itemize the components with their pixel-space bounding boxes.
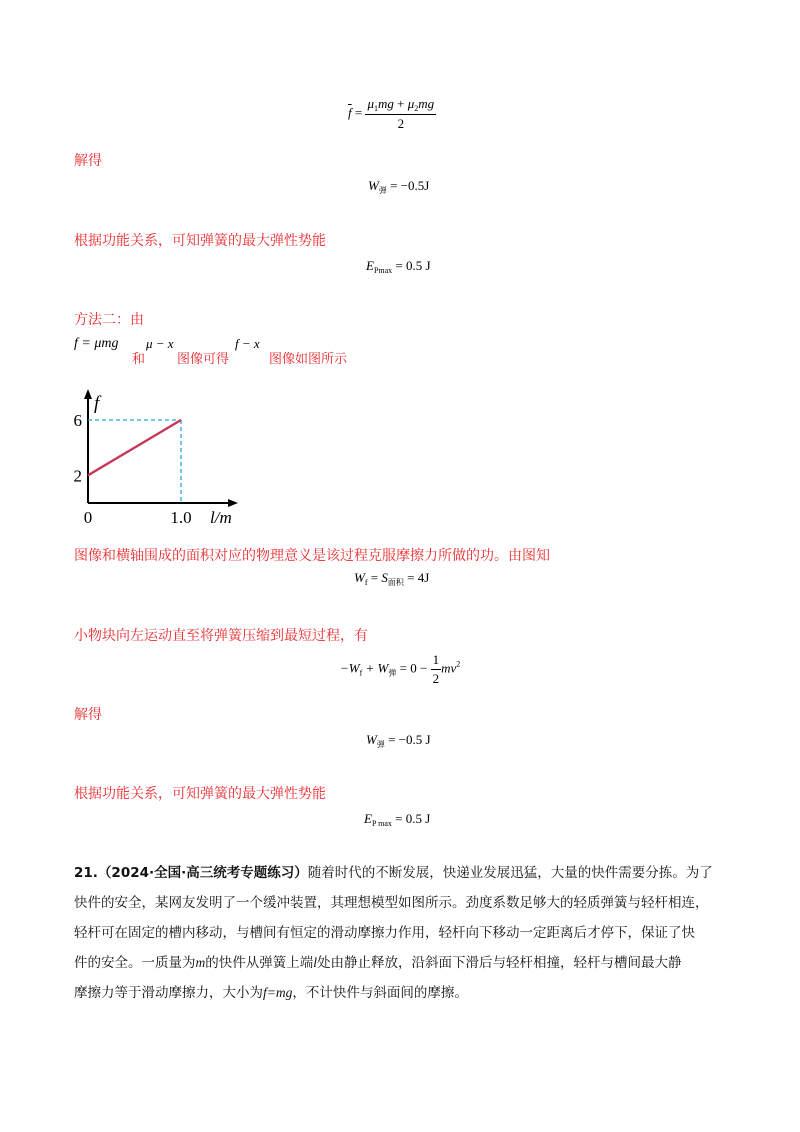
method-two-label: 方法二：由 [74,312,144,328]
mu-x-expr: μ − x [146,336,174,351]
f-mumg-expr: f = μmg [74,336,119,351]
f-x-expr: f − x [235,336,260,351]
x-axis-label: l/m [210,508,232,527]
energy-relation-text-1: 根据功能关系，可知弹簧的最大弹性势能 [74,233,326,249]
problem-line-2: 快件的安全，某网友发明了一个缓冲装置，其理想模型如图所示。劲度系数足够大的轻质弹簧与轻杆相连， [74,895,709,911]
block-motion-text: 小物块向左运动直至将弹簧压缩到最短过程，有 [74,628,368,644]
problem-number: 21. [74,865,98,881]
problem-source: （2024·全国·高三统考专题练习） [97,865,308,881]
problem-21 [74,858,734,1008]
f-bar-symbol: $\overline{f}$ [348,104,352,120]
jiede-label-2: 解得 [74,707,102,723]
he-text: 和 [132,352,146,367]
length-symbol: l [313,955,318,970]
equation-max-elastic-energy-1: $E_{Pmax} = 0.5$ J [366,258,431,275]
area-meaning-text: 图像和横轴围成的面积对应的物理意义是该过程克服摩擦力所做的功。由图知 [74,548,550,564]
equation-friction-work: $W_f = S_{面积} = 4J$ [354,570,430,587]
energy-relation-text-2: 根据功能关系，可知弹簧的最大弹性势能 [74,786,326,802]
equation-spring-work-1: $W_弹 = -0.5J$ [368,178,430,195]
x-tick-label-0: 0 [83,508,93,527]
y-tick-label-1: 6 [73,411,82,430]
problem-line-4: 件的安全。一质量为m的快件从弹簧上端l处由静止释放，沿斜面下滑后与轻杆相撞，轻杆与槽间最大静 [74,955,682,971]
graph-shown-text: 图像如图所示 [269,352,348,367]
fraction: $\frac{\mu_1mg + \mu_2mg}{2}$ [367,96,435,131]
y-tick-label-0: 2 [73,466,82,486]
jiede-label-1: 解得 [74,153,102,169]
equation-average-friction: $\overline{f}$ = $\frac{\mu_1mg + \mu_2mg}{2}$ [348,96,435,131]
series-line [88,420,181,475]
graph-obtain-text: 图像可得 [177,352,230,367]
friction-formula: f=mg [263,985,293,1000]
equation-max-elastic-energy-2: $E_{P max} = 0.5$ J [364,811,431,828]
half-fraction: $\frac{1}{2}$ [432,652,440,686]
problem-line-5: 摩擦力等于滑动摩擦力，大小为f=mg，不计快件与斜面间的摩擦。 [74,985,468,1001]
graph-description-line [74,336,574,366]
equation-energy: $-W_f + W_弹 = 0$ − $\frac{1}{2}$ $mv^2$ [340,652,461,686]
equation-spring-work-2: $W_弹 = -0.5$ J [366,732,431,749]
x-tick-label-1: 1.0 [170,508,192,527]
y-axis-arrow [84,389,92,399]
y-axis-label: f [94,393,100,414]
f-l-chart [60,385,260,535]
problem-line-1: 21.（2024·全国·高三统考专题练习）随着时代的不断发展，快递业发展迅猛，大量的快件需要分拣。为了 [74,865,713,881]
problem-line-3: 轻杆可在固定的槽内移动，与槽间有恒定的滑动摩擦力作用，轻杆向下移动一定距离后才停下，保证了快 [74,925,695,941]
mass-symbol: m [195,955,206,970]
x-axis-arrow [228,499,238,507]
